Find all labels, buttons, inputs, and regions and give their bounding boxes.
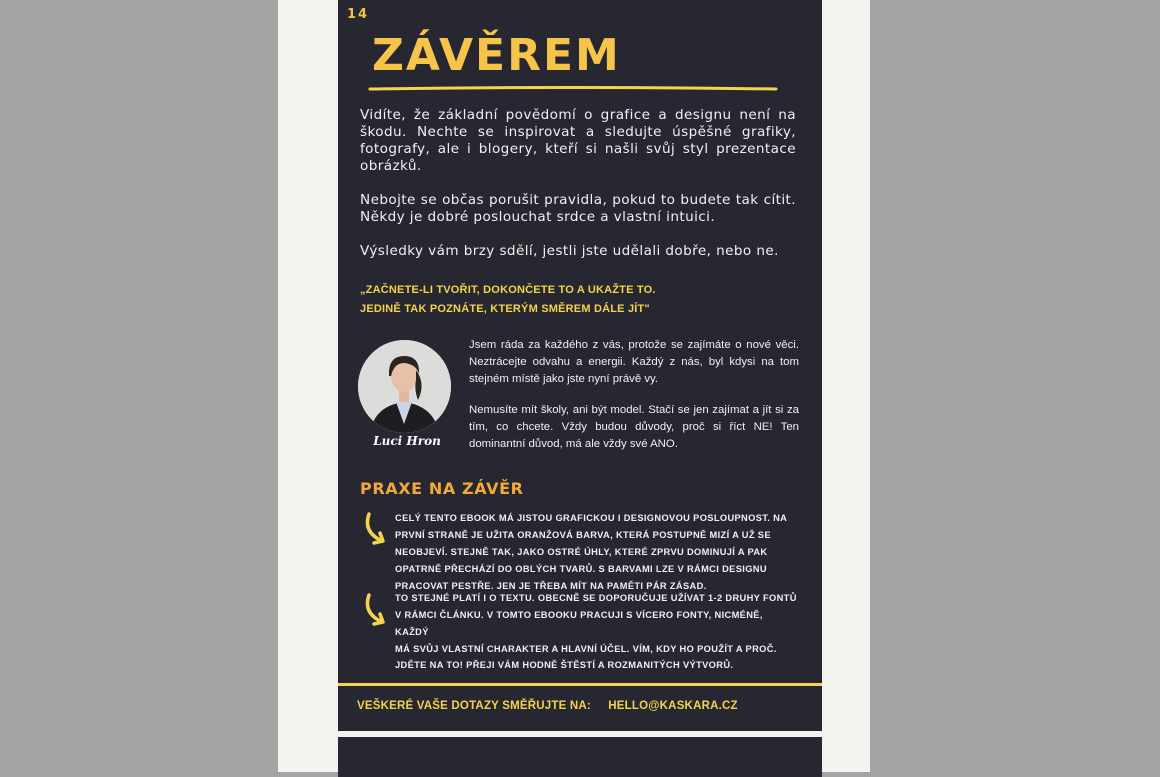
title-underline (368, 86, 778, 92)
author-signature: Luci Hron (373, 434, 441, 448)
bio-paragraph: Nemusíte mít školy, ani být model. Stačí se jen zajímat a jít si za tím, co chcete. Vždy budou důvody, proč si říct NE! Ten dominantní důvod, má ale vždy své ANO. (469, 404, 799, 450)
practice-line: V RÁMCI ČLÁNKU. V TOMTO EBOOKU PRACUJI S VÍCERO FONTY, NICMÉNĚ, KAŽDÝ (395, 610, 763, 637)
practice-item-text (395, 590, 797, 658)
practice-heading: PRAXE NA ZÁVĚR (360, 479, 524, 498)
contact-footer (357, 700, 738, 712)
contact-label: VEŠKERÉ VAŠE DOTAZY SMĚŘUJTE NA: (357, 700, 591, 712)
author-portrait-icon (358, 340, 451, 433)
practice-item-colors: CELÝ TENTO EBOOK MÁ JISTOU GRAFICKOU I DESIGNOVOU POSLOUPNOST. NA PRVNÍ STRANĚ JE UŽITA ORANŽOVÁ BARVA, KTERÁ POSTUPNĚ MIZÍ A UŽ SE NEOBJEVÍ. STEJNĚ TAK, JAKO OSTRÉ ÚHLY, KTERÉ ZPRVU DOMINUJÍ A PAK OPATRNĚ PŘECHÁZÍ DO OBLÝCH TVARŮ. S BARVAMI LZE V RÁMCI DESIGNU PRACOVAT PESTŘE. JEN JE TŘEBA MÍT NA PAMĚTI PÁR ZÁSAD. (395, 513, 787, 591)
quote (360, 281, 800, 319)
bio-paragraph: Jsem ráda za každého z vás, protože se zajímáte o nové věci. Neztrácejte odvahu a energii. Každý z nás, byl kdysi na tom stejném místě jako jste nyní právě vy. (469, 339, 799, 385)
contact-email-link[interactable]: HELLO@KASKARA.CZ (608, 700, 738, 712)
intro-text (360, 107, 796, 277)
author-bio (469, 337, 799, 467)
practice-line: MÁ SVŮJ VLASTNÍ CHARAKTER A HLAVNÍ ÚČEL. VÍM, KDY HO POUŽÍT A PROČ. (395, 644, 777, 654)
next-page-edge (338, 737, 822, 777)
ebook-page (338, 0, 822, 731)
page-number: 14 (347, 7, 370, 22)
intro-paragraph: Výsledky vám brzy sdělí, jestli jste udělali dobře, nebo ne. (360, 243, 779, 259)
curved-arrow-icon (362, 592, 388, 628)
page-title: ZÁVĚREM (372, 30, 621, 81)
practice-line: TO STEJNÉ PLATÍ I O TEXTU. OBECNĚ SE DOPORUČUJE UŽÍVAT 1-2 DRUHY FONTŮ (395, 593, 797, 603)
quote-line: JEDINĚ TAK POZNÁTE, KTERÝM SMĚREM DÁLE JÍT" (360, 303, 650, 315)
intro-paragraph: Nebojte se občas porušit pravidla, pokud to budete tak cítit. Někdy je dobré poslouchat srdce a vlastní intuici. (360, 192, 796, 225)
footer-divider (338, 683, 822, 686)
quote-line: „ZAČNETE-LI TVOŘIT, DOKONČETE TO A UKAŽTE TO. (360, 284, 656, 296)
intro-paragraph: Vidíte, že základní povědomí o grafice a designu není na škodu. Nechte se inspirovat a sledujte úspěšné grafiky, fotografy, ale i blogery, kteří si našli svůj styl prezentace obrázků. (360, 107, 796, 174)
author-photo (358, 340, 451, 433)
curved-arrow-icon (362, 511, 388, 547)
practice-closing: JDĚTE NA TO! PŘEJI VÁM HODNĚ ŠTĚSTÍ A ROZMANITÝCH VÝTVORŮ. (395, 660, 734, 670)
